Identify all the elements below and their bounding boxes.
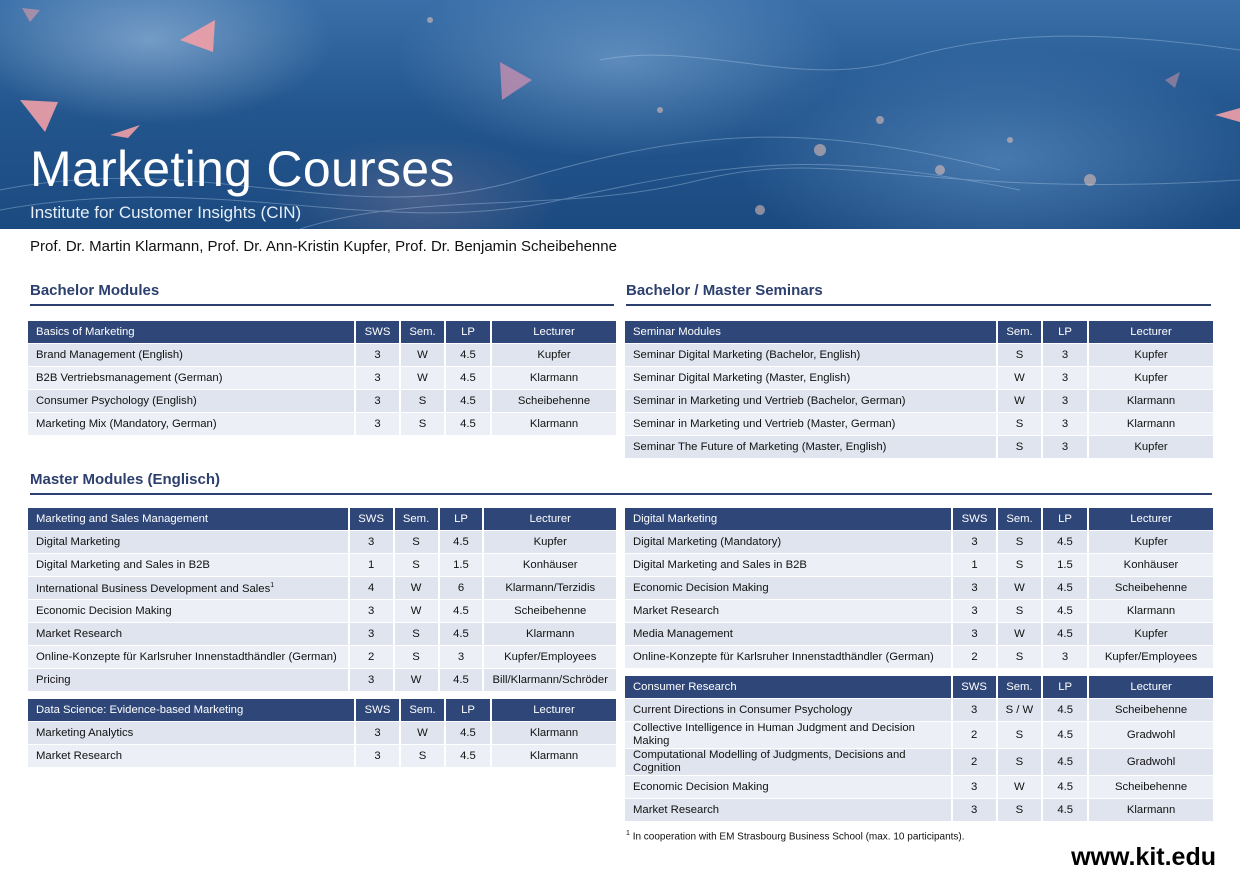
module-name-cell — [28, 599, 350, 622]
table-row — [625, 530, 1215, 553]
section-heading-bachelor: Bachelor Modules — [30, 282, 614, 306]
module-name-cell — [625, 748, 953, 775]
sem-cell: W — [401, 343, 446, 366]
sem-cell: W — [395, 576, 440, 599]
lp-cell: 4.5 — [440, 622, 485, 645]
module-name: Market Research — [633, 605, 720, 617]
lp-cell: 3 — [1043, 366, 1089, 389]
sws-cell: 2 — [350, 645, 395, 668]
module-name-cell — [625, 435, 998, 458]
table-row — [625, 645, 1215, 668]
module-name-cell — [625, 622, 953, 645]
module-name: Computational Modelling of Judgments, Decisions and Cognition — [633, 749, 906, 774]
lecturer-cell: Klarmann — [492, 366, 618, 389]
lecturer-cell: Klarmann — [1089, 798, 1215, 821]
col-header-sws: SWS — [953, 676, 998, 698]
col-header-sws: SWS — [350, 508, 395, 530]
col-header-module: Data Science: Evidence-based Marketing — [28, 699, 356, 721]
sem-cell: S — [998, 721, 1044, 748]
table-row — [625, 435, 1215, 458]
module-name: Seminar in Marketing und Vertrieb (Bachelor, German) — [633, 395, 906, 407]
professor-names: Prof. Dr. Martin Klarmann, Prof. Dr. Ann-Kristin Kupfer, Prof. Dr. Benjamin Scheibehenne — [30, 238, 617, 255]
module-name-cell — [28, 622, 350, 645]
sws-cell: 2 — [953, 645, 998, 668]
module-name-cell — [625, 721, 953, 748]
table-body — [625, 343, 1215, 458]
module-name: Digital Marketing and Sales in B2B — [633, 559, 807, 571]
col-header-lecturer: Lecturer — [492, 699, 618, 721]
lp-cell: 6 — [440, 576, 485, 599]
lecturer-cell: Klarmann — [1089, 599, 1215, 622]
table-row — [28, 553, 618, 576]
module-name-cell — [28, 668, 350, 691]
lp-cell: 4.5 — [1043, 798, 1089, 821]
module-name: Economic Decision Making — [633, 582, 769, 594]
sem-cell: W — [401, 366, 446, 389]
table-data-science — [28, 699, 618, 767]
sws-cell: 3 — [953, 599, 998, 622]
col-header-sem: Sem. — [998, 321, 1043, 343]
lecturer-cell: Klarmann/Terzidis — [484, 576, 618, 599]
lp-cell: 3 — [1043, 412, 1089, 435]
module-name-cell — [28, 721, 356, 744]
lecturer-cell: Konhäuser — [484, 553, 618, 576]
table-row — [625, 343, 1215, 366]
table-row — [625, 798, 1215, 821]
table-digital-marketing — [625, 508, 1215, 668]
footnote — [626, 830, 965, 842]
lp-cell: 3 — [1043, 389, 1089, 412]
sws-cell: 3 — [953, 698, 998, 721]
sem-cell: S — [998, 798, 1044, 821]
table-row — [625, 698, 1215, 721]
sws-cell: 3 — [953, 798, 998, 821]
module-name: Online-Konzepte für Karlsruher Innenstadthändler (German) — [36, 650, 337, 663]
sem-cell: W — [401, 721, 446, 744]
module-name: Seminar Digital Marketing (Master, English) — [633, 372, 851, 384]
table-row — [625, 412, 1215, 435]
lp-cell: 4.5 — [440, 530, 485, 553]
lp-cell: 4.5 — [1043, 622, 1089, 645]
module-name-cell — [625, 645, 953, 668]
col-header-module: Basics of Marketing — [28, 321, 356, 343]
table-row — [625, 721, 1215, 748]
lecturer-cell: Kupfer — [1089, 435, 1215, 458]
module-name: Current Directions in Consumer Psychology — [633, 704, 853, 716]
section-heading-master: Master Modules (Englisch) — [30, 471, 1212, 495]
table-row — [28, 366, 618, 389]
module-name: Brand Management (English) — [36, 349, 183, 361]
lp-cell: 4.5 — [446, 389, 492, 412]
table-row — [28, 576, 618, 599]
col-header-sem: Sem. — [395, 508, 440, 530]
table-basics-of-marketing — [28, 321, 618, 435]
col-header-module: Marketing and Sales Management — [28, 508, 350, 530]
lecturer-cell: Kupfer — [1089, 366, 1215, 389]
module-name-cell — [625, 553, 953, 576]
lp-cell: 3 — [1043, 343, 1089, 366]
lecturer-cell: Klarmann — [484, 622, 618, 645]
col-header-lp: LP — [1043, 321, 1089, 343]
module-name-cell — [28, 553, 350, 576]
lp-cell: 3 — [1043, 645, 1089, 668]
footnote-text: In cooperation with EM Strasbourg Business School (max. 10 participants). — [632, 831, 965, 843]
module-name-cell — [28, 366, 356, 389]
table-body — [28, 530, 618, 691]
lecturer-cell: Klarmann — [1089, 412, 1215, 435]
section-heading-seminars: Bachelor / Master Seminars — [626, 282, 1211, 306]
sem-cell: S — [998, 645, 1043, 668]
table-row — [28, 668, 618, 691]
lecturer-cell: Klarmann — [492, 744, 618, 767]
col-header-lecturer: Lecturer — [1089, 508, 1215, 530]
sem-cell: S — [395, 530, 440, 553]
lp-cell: 4.5 — [446, 343, 492, 366]
lecturer-cell: Scheibehenne — [484, 599, 618, 622]
module-name: Pricing — [36, 674, 71, 686]
sws-cell: 3 — [356, 744, 401, 767]
module-name: Economic Decision Making — [36, 605, 172, 617]
kit-url[interactable]: www.kit.edu — [1071, 843, 1216, 871]
lecturer-cell: Scheibehenne — [492, 389, 618, 412]
lecturer-cell: Kupfer — [1089, 622, 1215, 645]
col-header-lecturer: Lecturer — [484, 508, 618, 530]
table-row — [625, 389, 1215, 412]
lp-cell: 4.5 — [1043, 698, 1089, 721]
lecturer-cell: Kupfer/Employees — [1089, 645, 1215, 668]
table-row — [625, 775, 1215, 798]
sws-cell: 3 — [356, 721, 401, 744]
module-name: B2B Vertriebsmanagement (German) — [36, 372, 223, 384]
sws-cell: 3 — [356, 366, 401, 389]
sws-cell: 3 — [350, 530, 395, 553]
sem-cell: W — [998, 576, 1043, 599]
col-header-lp: LP — [446, 699, 492, 721]
col-header-lp: LP — [1043, 508, 1089, 530]
table-body — [625, 530, 1215, 668]
footnote-reference: 1 — [270, 581, 275, 589]
sem-cell: S — [998, 530, 1043, 553]
sem-cell: W — [998, 775, 1044, 798]
table-row — [28, 343, 618, 366]
sem-cell: S — [401, 412, 446, 435]
sem-cell: S — [395, 553, 440, 576]
sws-cell: 1 — [953, 553, 998, 576]
sws-cell: 4 — [350, 576, 395, 599]
sem-cell: S — [998, 599, 1043, 622]
sws-cell: 3 — [350, 622, 395, 645]
table-body — [28, 721, 618, 767]
sws-cell: 3 — [356, 412, 401, 435]
module-name-cell — [28, 389, 356, 412]
module-name-cell — [625, 599, 953, 622]
sem-cell: W — [998, 389, 1043, 412]
sws-cell: 3 — [953, 622, 998, 645]
sem-cell: S — [395, 645, 440, 668]
lecturer-cell: Gradwohl — [1089, 748, 1215, 775]
module-name-cell — [625, 389, 998, 412]
module-name-cell — [625, 798, 953, 821]
module-name-cell — [625, 698, 953, 721]
sem-cell: W — [998, 622, 1043, 645]
module-name-cell — [28, 645, 350, 668]
col-header-lecturer: Lecturer — [1089, 321, 1215, 343]
col-header-lp: LP — [440, 508, 485, 530]
lecturer-cell: Klarmann — [1089, 389, 1215, 412]
table-row — [28, 744, 618, 767]
lp-cell: 4.5 — [446, 744, 492, 767]
lp-cell: 4.5 — [1043, 576, 1089, 599]
module-name-cell — [28, 744, 356, 767]
table-row — [625, 366, 1215, 389]
lp-cell: 4.5 — [440, 599, 485, 622]
sem-cell: S — [401, 744, 446, 767]
page-subtitle: Institute for Customer Insights (CIN) — [30, 203, 302, 222]
lp-cell: 1.5 — [1043, 553, 1089, 576]
lecturer-cell: Bill/Klarmann/Schröder — [484, 668, 618, 691]
sws-cell: 3 — [350, 599, 395, 622]
module-name-cell — [28, 530, 350, 553]
lp-cell: 3 — [440, 645, 485, 668]
col-header-module: Consumer Research — [625, 676, 953, 698]
col-header-sem: Sem. — [401, 321, 446, 343]
lecturer-cell: Kupfer — [1089, 343, 1215, 366]
table-row — [625, 599, 1215, 622]
module-name: Market Research — [36, 750, 123, 762]
lp-cell: 3 — [1043, 435, 1089, 458]
table-body — [625, 698, 1215, 821]
col-header-sws: SWS — [356, 321, 401, 343]
lecturer-cell: Scheibehenne — [1089, 775, 1215, 798]
col-header-lp: LP — [1043, 676, 1089, 698]
table-row — [28, 389, 618, 412]
sws-cell: 3 — [953, 530, 998, 553]
module-name: Market Research — [633, 804, 720, 816]
col-header-lecturer: Lecturer — [1089, 676, 1215, 698]
sws-cell: 2 — [953, 748, 998, 775]
col-header-sem: Sem. — [998, 676, 1044, 698]
lecturer-cell: Klarmann — [492, 721, 618, 744]
sem-cell: S / W — [998, 698, 1044, 721]
module-name: Economic Decision Making — [633, 781, 769, 793]
lp-cell: 4.5 — [1043, 530, 1089, 553]
col-header-module: Digital Marketing — [625, 508, 953, 530]
lecturer-cell: Kupfer — [484, 530, 618, 553]
sem-cell: W — [395, 668, 440, 691]
lp-cell: 4.5 — [1043, 748, 1089, 775]
module-name: Marketing Analytics — [36, 727, 134, 739]
lp-cell: 4.5 — [446, 412, 492, 435]
lecturer-cell: Konhäuser — [1089, 553, 1215, 576]
sem-cell: S — [395, 622, 440, 645]
sws-cell: 3 — [356, 389, 401, 412]
module-name-cell — [28, 576, 350, 599]
sem-cell: S — [998, 412, 1043, 435]
table-marketing-and-sales-management — [28, 508, 618, 691]
table-row — [28, 599, 618, 622]
module-name: Collective Intelligence in Human Judgment and Decision Making — [633, 722, 915, 747]
lecturer-cell: Gradwohl — [1089, 721, 1215, 748]
table-row — [625, 622, 1215, 645]
module-name: Seminar The Future of Marketing (Master, English) — [633, 441, 887, 453]
module-name-cell — [28, 343, 356, 366]
module-name-cell — [28, 412, 356, 435]
col-header-sws: SWS — [356, 699, 401, 721]
table-body — [28, 343, 618, 435]
table-row — [625, 748, 1215, 775]
page-title: Marketing Courses — [30, 141, 455, 197]
table-row — [625, 576, 1215, 599]
lecturer-cell: Kupfer/Employees — [484, 645, 618, 668]
col-header-sem: Sem. — [998, 508, 1043, 530]
module-name: Digital Marketing and Sales in B2B — [36, 559, 210, 571]
table-row — [28, 412, 618, 435]
sem-cell: W — [998, 366, 1043, 389]
sem-cell: S — [998, 343, 1043, 366]
table-consumer-research — [625, 676, 1215, 821]
module-name: Seminar Digital Marketing (Bachelor, English) — [633, 349, 861, 361]
sem-cell: S — [998, 553, 1043, 576]
lp-cell: 4.5 — [1043, 721, 1089, 748]
footnote-mark: 1 — [626, 830, 630, 837]
hero-banner — [0, 0, 1240, 229]
module-name: Digital Marketing — [36, 536, 121, 548]
sws-cell: 1 — [350, 553, 395, 576]
col-header-lecturer: Lecturer — [492, 321, 618, 343]
module-name-cell — [625, 576, 953, 599]
lp-cell: 4.5 — [1043, 599, 1089, 622]
sem-cell: S — [401, 389, 446, 412]
sws-cell: 3 — [356, 343, 401, 366]
lp-cell: 4.5 — [446, 721, 492, 744]
module-name-cell — [625, 530, 953, 553]
table-seminar-modules — [625, 321, 1215, 458]
sws-cell: 3 — [350, 668, 395, 691]
col-header-sws: SWS — [953, 508, 998, 530]
sem-cell: W — [395, 599, 440, 622]
sem-cell: S — [998, 435, 1043, 458]
sws-cell: 3 — [953, 775, 998, 798]
sws-cell: 3 — [953, 576, 998, 599]
lp-cell: 1.5 — [440, 553, 485, 576]
module-name-cell — [625, 343, 998, 366]
sws-cell: 2 — [953, 721, 998, 748]
module-name: Marketing Mix (Mandatory, German) — [36, 418, 217, 430]
table-row — [28, 622, 618, 645]
col-header-module: Seminar Modules — [625, 321, 998, 343]
module-name: Consumer Psychology (English) — [36, 395, 197, 407]
module-name-cell — [625, 412, 998, 435]
col-header-lp: LP — [446, 321, 492, 343]
lecturer-cell: Scheibehenne — [1089, 698, 1215, 721]
table-row — [28, 645, 618, 668]
module-name-cell — [625, 775, 953, 798]
lecturer-cell: Kupfer — [1089, 530, 1215, 553]
lecturer-cell: Klarmann — [492, 412, 618, 435]
table-row — [28, 530, 618, 553]
table-row — [625, 553, 1215, 576]
lecturer-cell: Kupfer — [492, 343, 618, 366]
lecturer-cell: Scheibehenne — [1089, 576, 1215, 599]
lp-cell: 4.5 — [440, 668, 485, 691]
table-row — [28, 721, 618, 744]
module-name: Market Research — [36, 628, 123, 640]
lp-cell: 4.5 — [446, 366, 492, 389]
sem-cell: S — [998, 748, 1044, 775]
module-name: Seminar in Marketing und Vertrieb (Master, German) — [633, 418, 896, 430]
col-header-sem: Sem. — [401, 699, 446, 721]
module-name: Online-Konzepte für Karlsruher Innenstadthändler (German) — [633, 650, 934, 663]
module-name: Digital Marketing (Mandatory) — [633, 536, 782, 548]
module-name: International Business Development and Sales — [36, 582, 271, 595]
lp-cell: 4.5 — [1043, 775, 1089, 798]
module-name-cell — [625, 366, 998, 389]
module-name: Media Management — [633, 628, 733, 640]
